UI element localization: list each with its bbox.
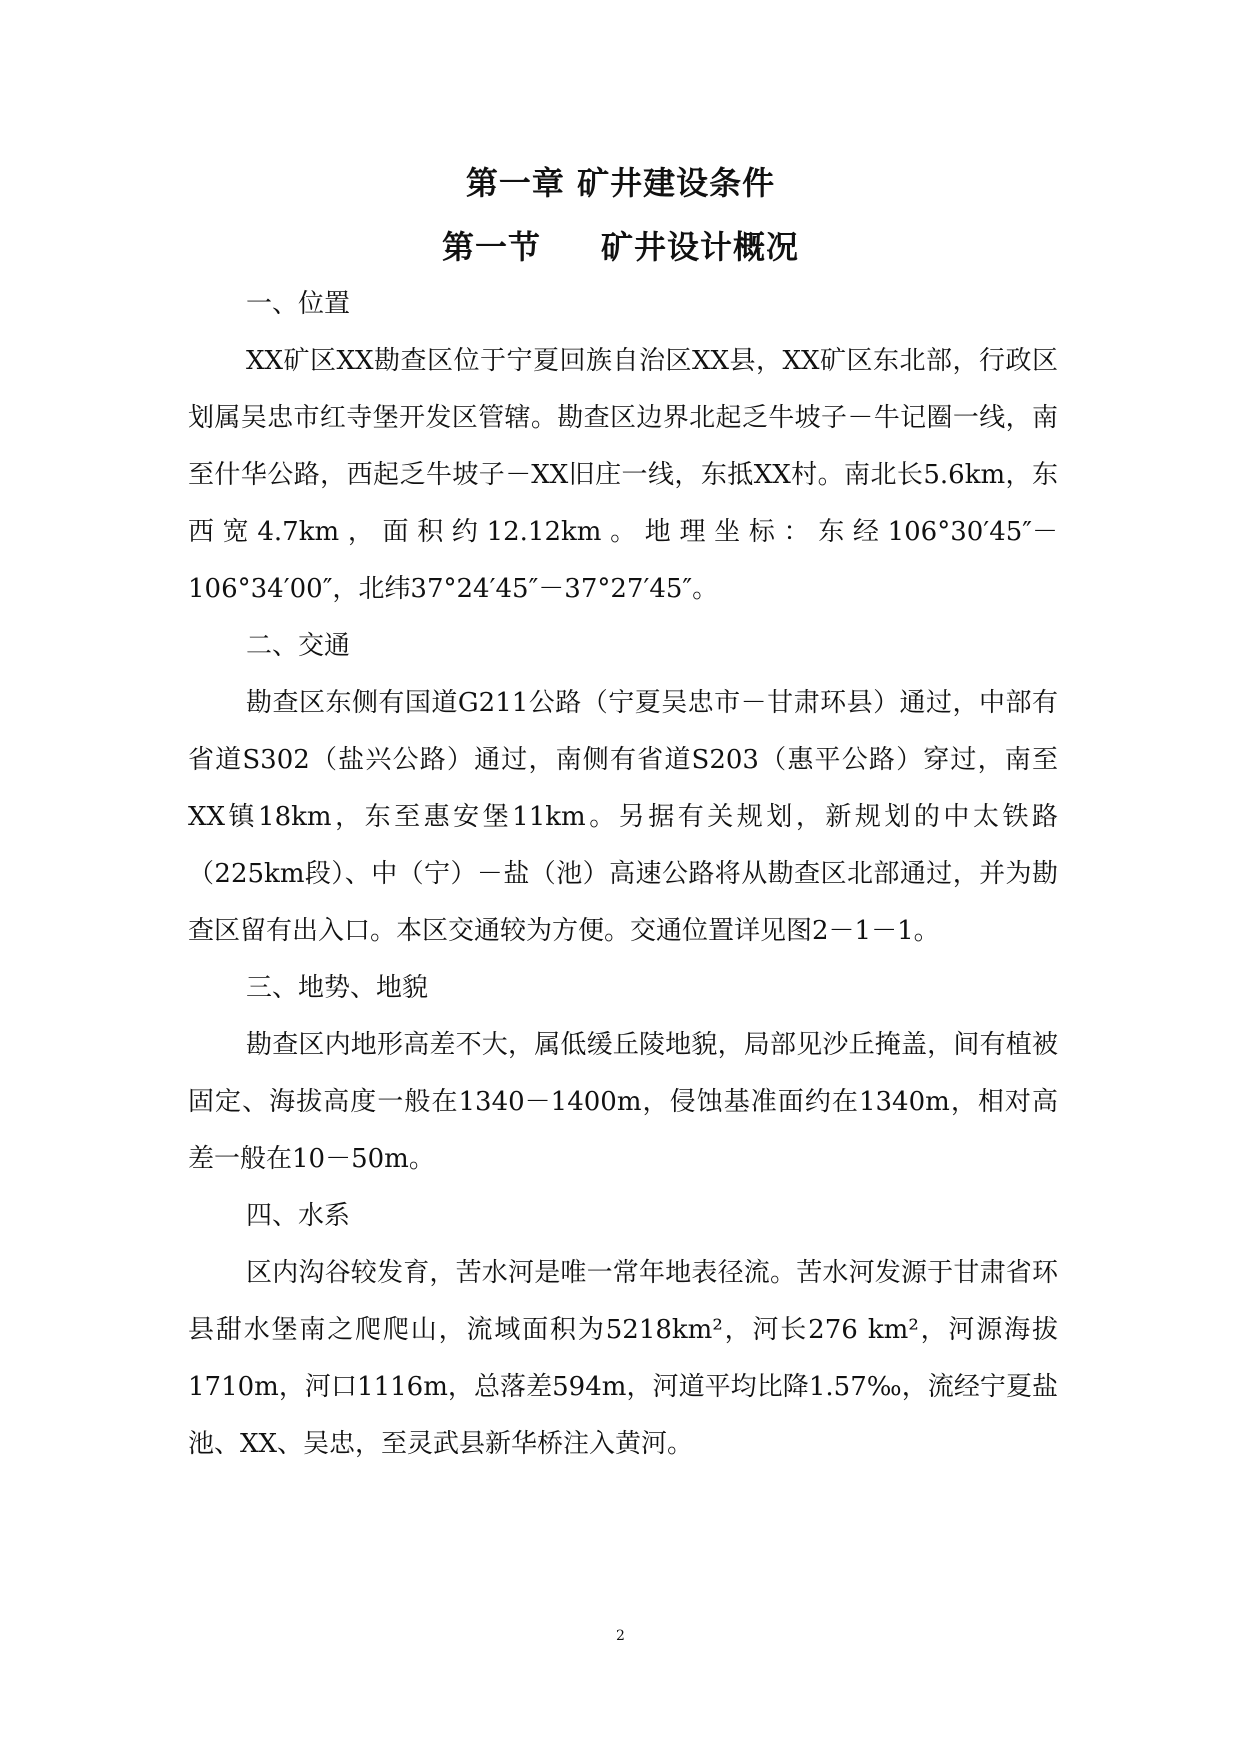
section-text: 矿井设计概况 [601, 228, 800, 266]
heading-location: 一、位置 [246, 289, 351, 319]
section-title [0, 222, 1241, 268]
paragraph-traffic: 勘查区东侧有国道G211公路（宁夏吴忠市－甘肃环县）通过，中部有省道S302（盐兴公路）通过，南侧有省道S203（惠平公路）穿过，南至XX镇18km，东至惠安堡11km。另据有关规划，新规划的中太铁路（225km段）、中（宁）－盐（池）高速公路将从勘查区北部通过，并为勘查区留有出入口。本区交通较为方便。交通位置详见图2－1－1。 [188, 688, 1058, 946]
chapter-title: 第一章 矿井建设条件 [465, 164, 776, 202]
heading-traffic: 二、交通 [246, 631, 351, 661]
heading-terrain: 三、地势、地貌 [246, 973, 429, 1003]
document-body [188, 276, 1058, 1473]
paragraph-location: XX矿区XX勘查区位于宁夏回族自治区XX县，XX矿区东北部，行政区划属吴忠市红寺堡开发区管辖。勘查区边界北起乏牛坡子－牛记圈一线，南至什华公路，西起乏牛坡子－XX旧庄一线，东抵XX村。南北长5.6km，东西宽4.7km，面积约12.12km。地理坐标：东经106°30′45″－106°34′00″，北纬37°24′45″－37°27′45″。 [188, 346, 1058, 604]
section-label: 第一节 [441, 228, 541, 266]
page-number: 2 [616, 1628, 625, 1644]
paragraph-water-system: 区内沟谷较发育，苦水河是唯一常年地表径流。苦水河发源于甘肃省环县甜水堡南之爬爬山，流域面积为5218km²，河长276 km²，河源海拔1710m，河口1116m，总落差594m，河道平均比降1.57‰，流经宁夏盐池、XX、吴忠，至灵武县新华桥注入黄河。 [188, 1258, 1058, 1459]
heading-water-system: 四、水系 [246, 1201, 351, 1231]
paragraph-terrain: 勘查区内地形高差不大，属低缓丘陵地貌，局部见沙丘掩盖，间有植被固定、海拔高度一般在1340－1400m，侵蚀基准面约在1340m，相对高差一般在10－50m。 [188, 1030, 1058, 1174]
